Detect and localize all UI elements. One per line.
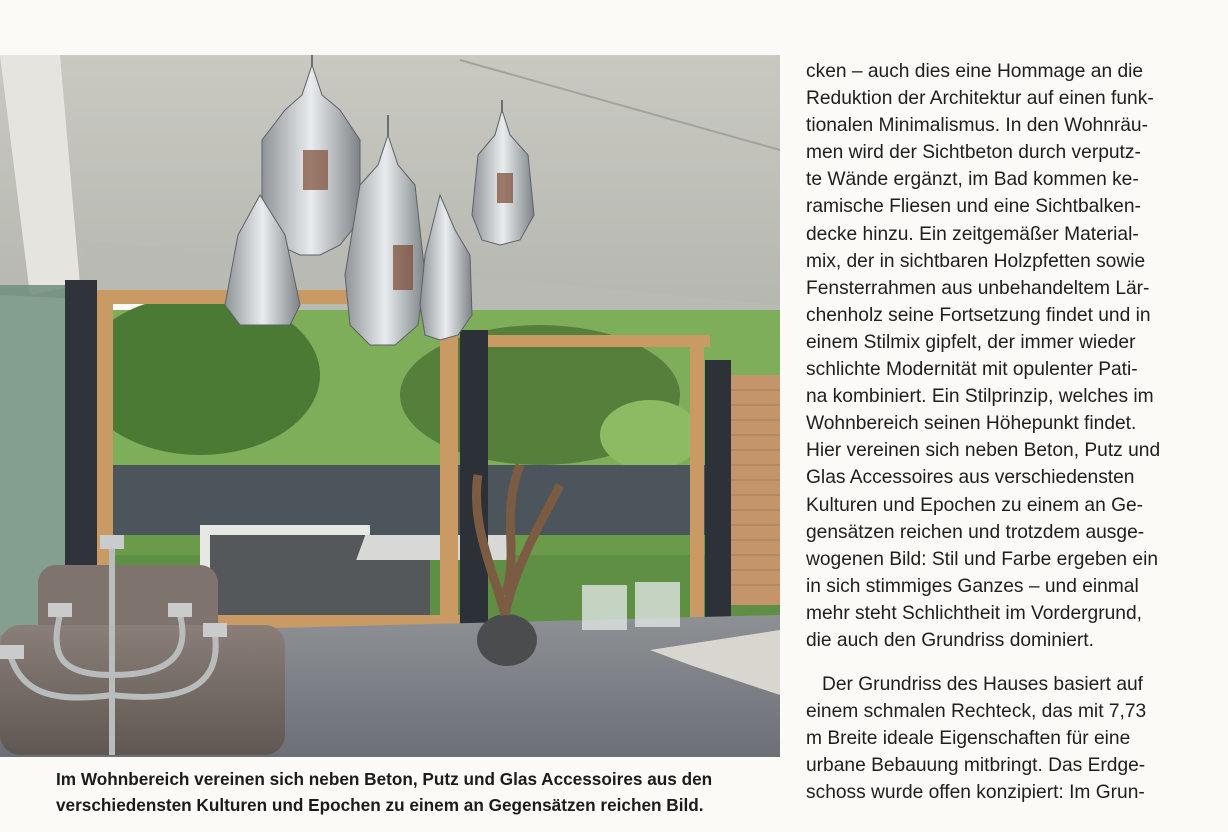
text-line: cken – auch dies eine Hommage an die [806,61,1144,82]
text-line: na kombiniert. Ein Stilprinzip, welches im [806,386,1154,408]
text-line: men wird der Sichtbeton durch verputz- [806,142,1141,164]
body-paragraph-1 [806,58,1166,654]
text-line: chenholz seine Fortsetzung findet und in [806,304,1151,326]
text-line: wogenen Bild: Stil und Farbe ergeben ein [806,548,1159,570]
text-line: urbane Bebauung mitbringt. Das Erdge- [806,755,1146,777]
text-line: schlichte Modernität mit opulenter Pati- [806,359,1138,381]
text-line: tionalen Minimalismus. In den Wohnräu- [806,115,1148,137]
text-line: in sich stimmiges Ganzes – und einmal [806,575,1139,597]
text-line: m Breite ideale Eigenschaften für eine [806,728,1131,750]
body-paragraph-2 [806,671,1166,806]
text-line: mix, der in sichtbaren Holzpfetten sowie [806,250,1146,272]
photo-caption [56,766,772,818]
text-line: einem Stilmix gipfelt, der immer wieder [806,331,1136,353]
text-line: mehr steht Schlichtheit im Vordergrund, [806,602,1142,624]
text-line: gensätzen reichen und trotzdem ausge- [806,521,1145,543]
text-line: Hier vereinen sich neben Beton, Putz und [806,440,1161,462]
text-line: Fensterrahmen aus unbehandeltem Lär- [806,277,1150,299]
body-text-column [806,58,1166,807]
caption-line: verschiedensten Kulturen und Epochen zu einem an Gegensätzen reichen Bild. [56,795,704,815]
text-line: Reduktion der Architektur auf einen funk- [806,88,1154,110]
living-room-photo [0,55,780,757]
text-line: Wohnbereich seinen Höhepunkt findet. [806,413,1137,435]
text-line: Der Grundriss des Hauses basiert auf [822,674,1143,696]
text-line: die auch den Grundriss dominiert. [806,629,1094,651]
text-line: einem schmalen Rechteck, das mit 7,73 [806,701,1147,723]
text-line: Glas Accessoires aus verschiedensten [806,467,1135,489]
text-line: Kulturen und Epochen zu einem an Ge- [806,494,1144,516]
text-line: decke hinzu. Ein zeitgemäßer Material- [806,223,1139,245]
text-line: te Wände ergänzt, im Bad kommen ke- [806,169,1139,191]
caption-line: Im Wohnbereich vereinen sich neben Beton, Putz und Glas Accessoires aus den [56,769,713,789]
text-line: ramische Fliesen und eine Sichtbalken- [806,196,1141,218]
text-line: schoss wurde offen konzipiert: Im Grun- [806,782,1145,804]
